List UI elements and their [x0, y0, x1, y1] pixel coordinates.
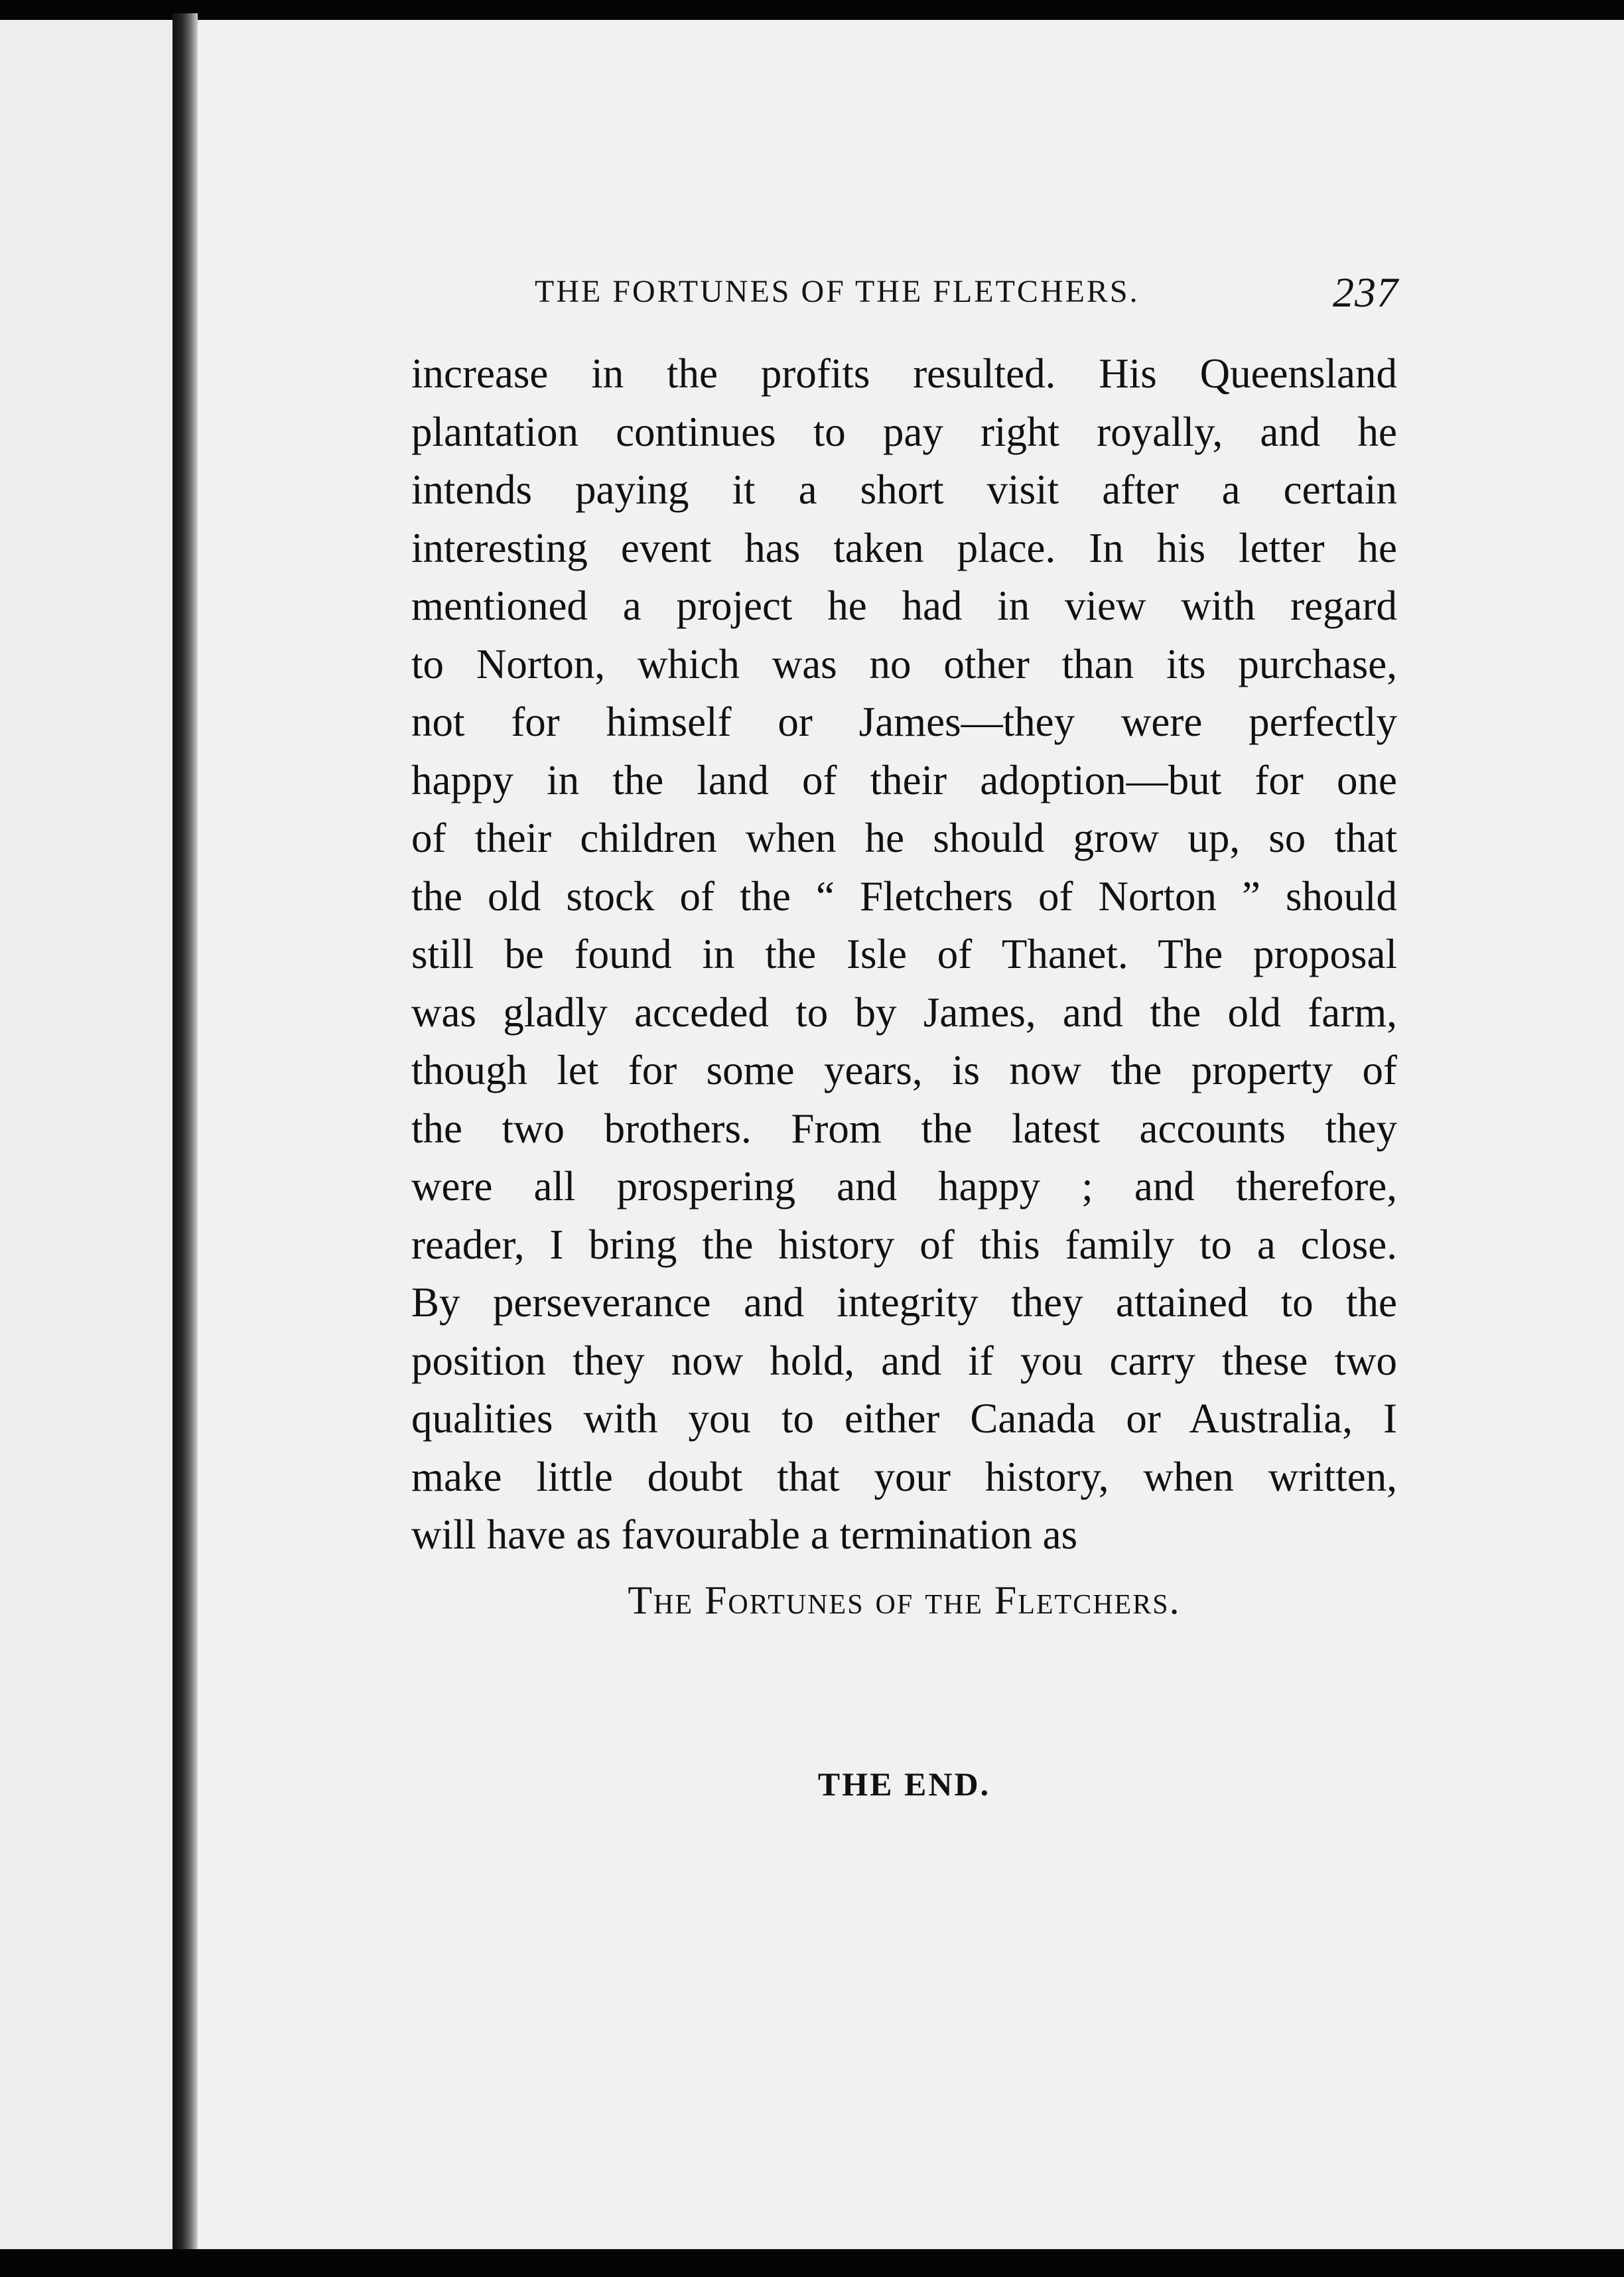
text-line: the old stock of the “ Fletchers of Norton ” should: [411, 872, 1397, 920]
book-gutter: [172, 13, 198, 2269]
scan-top-border: [0, 0, 1624, 20]
text-line: make little doubt that your history, when written,: [411, 1453, 1397, 1500]
text-line: was gladly acceded to by James, and the old farm,: [411, 989, 1397, 1036]
body-paragraph: [411, 345, 1397, 1564]
text-line: intends paying it a short visit after a certain: [411, 466, 1397, 513]
text-line: of their children when he should grow up, so that: [411, 815, 1397, 861]
text-line: reader, I bring the history of this family to a close.: [411, 1221, 1397, 1268]
text-line: though let for some years, is now the property of: [411, 1047, 1397, 1093]
facing-page-edge: [0, 20, 172, 2257]
text-line: were all prospering and happy ; and therefore,: [411, 1163, 1397, 1209]
running-title: THE FORTUNES OF THE FLETCHERS.: [535, 274, 1140, 309]
text-line: not for himself or James—they were perfectly: [411, 699, 1397, 745]
text-line: qualities with you to either Canada or Australia, I: [411, 1395, 1397, 1442]
page-number: 237: [1333, 269, 1398, 316]
closing-title: The Fortunes of the Fletchers.: [628, 1578, 1181, 1622]
scan-bottom-border: [0, 2249, 1624, 2277]
text-line: increase in the profits resulted. His Queensland: [411, 350, 1397, 397]
text-line: to Norton, which was no other than its purchase,: [411, 640, 1397, 687]
text-line: plantation continues to pay right royally, and he: [411, 408, 1397, 455]
text-line: position they now hold, and if you carry these two: [411, 1337, 1397, 1384]
text-line: the two brothers. From the latest accounts they: [411, 1105, 1397, 1152]
the-end-label: THE END.: [817, 1765, 991, 1803]
text-line: will have as favourable a termination as: [411, 1511, 1078, 1558]
text-line: By perseverance and integrity they attained to the: [411, 1279, 1397, 1326]
text-line: mentioned a project he had in view with regard: [411, 583, 1397, 629]
text-line: interesting event has taken place. In his letter he: [411, 524, 1397, 571]
text-line: happy in the land of their adoption—but for one: [411, 756, 1397, 803]
text-line: still be found in the Isle of Thanet. The proposal: [411, 931, 1397, 977]
running-header: [535, 268, 1398, 314]
